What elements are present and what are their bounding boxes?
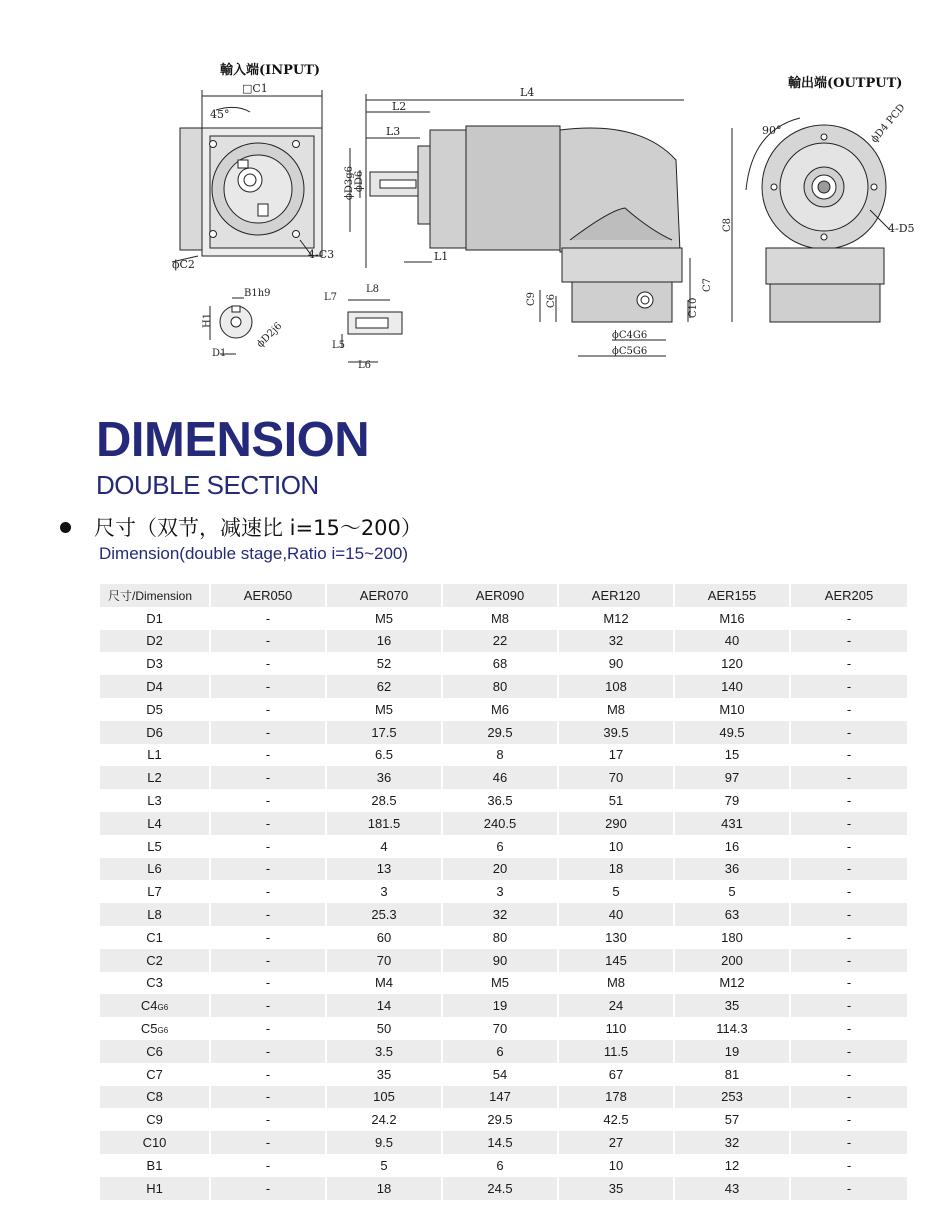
table-cell: 145 [558, 949, 674, 972]
table-cell: - [210, 1154, 326, 1177]
table-row [100, 744, 908, 767]
table-cell: 13 [326, 858, 442, 881]
table-cell: 27 [558, 1131, 674, 1154]
table-cell: 10 [558, 1154, 674, 1177]
table-cell: 5 [326, 1154, 442, 1177]
technical-drawing [0, 0, 940, 400]
table-cell: - [210, 789, 326, 812]
dim-label-l8: L8 [366, 284, 380, 295]
table-cell: - [790, 652, 908, 675]
table-cell: - [790, 1131, 908, 1154]
row-label [100, 630, 210, 653]
table-cell: 20 [442, 858, 558, 881]
table-cell: - [790, 835, 908, 858]
table-cell: 18 [558, 858, 674, 881]
dim-label-c8: C8 [722, 217, 733, 232]
table-row [100, 835, 908, 858]
table-row [100, 1040, 908, 1063]
table-cell: 35 [674, 994, 790, 1017]
table-cell: - [210, 949, 326, 972]
table-cell: - [790, 789, 908, 812]
row-label-text: C8 [146, 1089, 163, 1105]
row-label [100, 1154, 210, 1177]
table-cell: 81 [674, 1063, 790, 1086]
table-cell: 46 [442, 766, 558, 789]
table-cell: 290 [558, 812, 674, 835]
dim-label-l6: L6 [358, 360, 372, 371]
table-cell: 22 [442, 630, 558, 653]
table-cell: M16 [674, 607, 790, 630]
table-cell: 5 [558, 880, 674, 903]
table-cell: 24.5 [442, 1177, 558, 1200]
column-header-aer205: AER205 [790, 584, 908, 607]
table-cell: 32 [674, 1131, 790, 1154]
table-row [100, 1108, 908, 1131]
table-row [100, 675, 908, 698]
table-cell: - [210, 766, 326, 789]
table-cell: 60 [326, 926, 442, 949]
table-row [100, 607, 908, 630]
row-label [100, 994, 210, 1017]
table-cell: 24 [558, 994, 674, 1017]
table-cell: 6.5 [326, 744, 442, 767]
side-view [350, 94, 732, 356]
row-label [100, 1108, 210, 1131]
column-header-aer120: AER120 [558, 584, 674, 607]
table-cell: - [790, 698, 908, 721]
table-cell: M5 [326, 698, 442, 721]
table-cell: 51 [558, 789, 674, 812]
title-main: DIMENSION [96, 413, 370, 467]
table-cell: - [210, 994, 326, 1017]
row-label-text: D4 [146, 679, 163, 695]
title-block [96, 412, 369, 500]
row-label [100, 812, 210, 835]
column-header-aer070: AER070 [326, 584, 442, 607]
row-label-text: D2 [146, 633, 163, 649]
dim-label-c7: C7 [702, 277, 713, 292]
table-cell: 14.5 [442, 1131, 558, 1154]
table-cell: 42.5 [558, 1108, 674, 1131]
table-cell: - [790, 972, 908, 995]
table-cell: - [210, 1177, 326, 1200]
table-cell: - [210, 698, 326, 721]
row-label-text: C1 [146, 929, 163, 945]
row-label [100, 652, 210, 675]
table-cell: 70 [442, 1017, 558, 1040]
row-label [100, 1040, 210, 1063]
table-row [100, 652, 908, 675]
row-label-text: L4 [147, 815, 162, 831]
table-cell: - [210, 1108, 326, 1131]
row-label-text: C7 [146, 1066, 163, 1082]
row-label-text: L1 [147, 747, 162, 763]
dim-label-90: 90° [762, 124, 782, 137]
row-label [100, 835, 210, 858]
table-cell: 35 [558, 1177, 674, 1200]
table-cell: - [210, 1040, 326, 1063]
table-cell: - [210, 1086, 326, 1109]
table-cell: - [210, 903, 326, 926]
table-cell: 5 [674, 880, 790, 903]
row-label-text: C4 [140, 998, 158, 1014]
table-cell: - [790, 903, 908, 926]
row-label [100, 949, 210, 972]
column-header-aer090: AER090 [442, 584, 558, 607]
table-row [100, 1086, 908, 1109]
table-cell: - [210, 926, 326, 949]
table-cell: - [790, 1040, 908, 1063]
row-label [100, 766, 210, 789]
column-header-aer155: AER155 [674, 584, 790, 607]
table-cell: - [210, 630, 326, 653]
table-cell: 32 [558, 630, 674, 653]
table-cell: 240.5 [442, 812, 558, 835]
heading-cn-line [60, 512, 422, 542]
dim-label-h1: H1 [202, 312, 213, 328]
row-label-text: D1 [146, 610, 163, 626]
table-row [100, 949, 908, 972]
row-label-text: C10 [142, 1135, 167, 1151]
row-label [100, 721, 210, 744]
table-cell: 178 [558, 1086, 674, 1109]
input-label: 輸入端(INPUT) [220, 63, 321, 78]
table-cell: 253 [674, 1086, 790, 1109]
table-row [100, 721, 908, 744]
row-label-text: D5 [146, 701, 163, 717]
row-label [100, 858, 210, 881]
row-label-subscript: G6 [157, 1003, 169, 1013]
table-cell: 12 [674, 1154, 790, 1177]
table-cell: 24.2 [326, 1108, 442, 1131]
table-cell: M12 [558, 607, 674, 630]
table-cell: 36 [326, 766, 442, 789]
table-cell: - [210, 1017, 326, 1040]
row-label [100, 607, 210, 630]
table-cell: 114.3 [674, 1017, 790, 1040]
table-cell: 108 [558, 675, 674, 698]
table-row [100, 1177, 908, 1200]
dim-label-l3: L3 [386, 125, 401, 138]
dim-label-l5: L5 [332, 340, 346, 351]
table-cell: - [790, 744, 908, 767]
table-cell: - [210, 880, 326, 903]
dim-label-d1: D1 [212, 348, 227, 359]
table-cell: - [210, 972, 326, 995]
table-cell: 39.5 [558, 721, 674, 744]
table-row [100, 903, 908, 926]
row-label-text: L7 [147, 884, 162, 900]
column-header-aer050: AER050 [210, 584, 326, 607]
table-row [100, 1131, 908, 1154]
table-cell: 43 [674, 1177, 790, 1200]
dim-label-d2: ϕD2j6 [254, 320, 285, 351]
row-label-text: C9 [146, 1112, 163, 1128]
table-cell: - [210, 744, 326, 767]
table-cell: - [790, 1017, 908, 1040]
dim-label-c4: ϕC4G6 [612, 330, 648, 341]
table-cell: 8 [442, 744, 558, 767]
table-cell: 16 [326, 630, 442, 653]
table-cell: 80 [442, 926, 558, 949]
row-label-text: D3 [146, 656, 163, 672]
table-cell: 57 [674, 1108, 790, 1131]
table-cell: - [790, 880, 908, 903]
dim-label-c5: ϕC5G6 [612, 346, 648, 357]
dim-label-c6: C6 [546, 293, 557, 308]
table-cell: 29.5 [442, 1108, 558, 1131]
table-cell: 3 [326, 880, 442, 903]
row-label-text: L8 [147, 907, 162, 923]
output-label: 輸出端(OUTPUT) [788, 76, 903, 91]
table-cell: 79 [674, 789, 790, 812]
table-cell: 36.5 [442, 789, 558, 812]
table-row [100, 812, 908, 835]
row-label-text: B1 [146, 1157, 163, 1173]
dim-label-c3: 4-C3 [308, 248, 335, 261]
table-cell: M8 [558, 698, 674, 721]
table-cell: 105 [326, 1086, 442, 1109]
dim-label-c1: □C1 [242, 82, 268, 95]
table-row [100, 789, 908, 812]
row-label [100, 1086, 210, 1109]
table-cell: 32 [442, 903, 558, 926]
table-cell: 97 [674, 766, 790, 789]
dim-label-d3: ϕD3g6 [344, 166, 355, 200]
table-cell: - [790, 607, 908, 630]
table-cell: - [210, 1063, 326, 1086]
table-cell: - [210, 812, 326, 835]
dim-label-l4: L4 [520, 86, 535, 99]
row-label-text: C3 [146, 975, 163, 991]
row-label [100, 880, 210, 903]
table-cell: - [790, 721, 908, 744]
table-row [100, 994, 908, 1017]
table-cell: 3 [442, 880, 558, 903]
table-cell: 147 [442, 1086, 558, 1109]
table-header-row [100, 584, 908, 607]
table-cell: 10 [558, 835, 674, 858]
table-cell: 67 [558, 1063, 674, 1086]
table-cell: 15 [674, 744, 790, 767]
table-cell: 6 [442, 835, 558, 858]
table-row [100, 698, 908, 721]
table-row [100, 630, 908, 653]
heading-cn: 尺寸（双节，减速比 i=15～200） [94, 516, 422, 540]
row-label [100, 1131, 210, 1154]
table-cell: 130 [558, 926, 674, 949]
table-row [100, 1063, 908, 1086]
table-cell: - [210, 721, 326, 744]
table-cell: - [790, 994, 908, 1017]
table-cell: 40 [558, 903, 674, 926]
column-header-dimension: 尺寸/Dimension [100, 584, 210, 607]
dim-label-d4: ϕD4 PCD [869, 102, 908, 146]
table-cell: - [790, 1086, 908, 1109]
table-cell: - [790, 1154, 908, 1177]
table-row [100, 766, 908, 789]
table-cell: - [210, 652, 326, 675]
row-label [100, 1177, 210, 1200]
table-cell: 50 [326, 1017, 442, 1040]
table-cell: 52 [326, 652, 442, 675]
row-label [100, 972, 210, 995]
table-cell: M10 [674, 698, 790, 721]
row-label-text: H1 [146, 1180, 163, 1196]
table-cell: 16 [674, 835, 790, 858]
dimension-table [100, 584, 909, 1200]
table-cell: - [790, 1108, 908, 1131]
table-cell: 63 [674, 903, 790, 926]
table-cell: 120 [674, 652, 790, 675]
dim-label-d6: ϕD6 [354, 170, 365, 192]
table-cell: 36 [674, 858, 790, 881]
input-flange-view [172, 90, 322, 262]
table-cell: - [790, 926, 908, 949]
dim-label-b1: B1h9 [244, 288, 271, 299]
table-cell: 40 [674, 630, 790, 653]
table-cell: M5 [326, 607, 442, 630]
table-cell: 19 [442, 994, 558, 1017]
table-row [100, 858, 908, 881]
table-cell: 62 [326, 675, 442, 698]
table-cell: - [210, 858, 326, 881]
table-cell: 431 [674, 812, 790, 835]
row-label-text: L2 [147, 770, 162, 786]
table-cell: 18 [326, 1177, 442, 1200]
row-label-subscript: G6 [157, 1026, 169, 1036]
drawing-svg [0, 0, 940, 400]
row-label-text: L5 [147, 838, 162, 854]
table-cell: 6 [442, 1154, 558, 1177]
table-cell: 14 [326, 994, 442, 1017]
table-cell: 17.5 [326, 721, 442, 744]
table-cell: 181.5 [326, 812, 442, 835]
table-cell: - [790, 675, 908, 698]
table-cell: 54 [442, 1063, 558, 1086]
table-cell: - [210, 1131, 326, 1154]
table-row [100, 926, 908, 949]
row-label-text: C5 [140, 1021, 158, 1037]
row-label [100, 903, 210, 926]
table-cell: 68 [442, 652, 558, 675]
table-cell: 11.5 [558, 1040, 674, 1063]
table-cell: 4 [326, 835, 442, 858]
table-cell: M8 [442, 607, 558, 630]
table-cell: 200 [674, 949, 790, 972]
table-cell: 70 [326, 949, 442, 972]
table-cell: 17 [558, 744, 674, 767]
table-cell: M5 [442, 972, 558, 995]
table-cell: - [790, 949, 908, 972]
table-cell: 80 [442, 675, 558, 698]
table-cell: - [790, 766, 908, 789]
table-cell: - [790, 630, 908, 653]
row-label [100, 926, 210, 949]
table-cell: 6 [442, 1040, 558, 1063]
dim-label-d5: 4-D5 [888, 222, 915, 235]
table-row [100, 1017, 908, 1040]
table-cell: 9.5 [326, 1131, 442, 1154]
table-cell: 70 [558, 766, 674, 789]
row-label-text: C2 [146, 952, 163, 968]
table-cell: 90 [442, 949, 558, 972]
table-cell: 35 [326, 1063, 442, 1086]
dim-label-c2: ϕC2 [172, 258, 195, 271]
table-cell: - [210, 835, 326, 858]
heading-en: Dimension(double stage,Ratio i=15~200) [99, 544, 409, 563]
table-cell: 3.5 [326, 1040, 442, 1063]
table-cell: - [790, 858, 908, 881]
table-row [100, 972, 908, 995]
row-label [100, 1063, 210, 1086]
table-body [100, 607, 908, 1200]
table-cell: 29.5 [442, 721, 558, 744]
table-cell: 25.3 [326, 903, 442, 926]
table-cell: 90 [558, 652, 674, 675]
dim-label-45: 45° [210, 108, 230, 121]
dim-label-l2: L2 [392, 100, 407, 113]
table-cell: - [210, 607, 326, 630]
table-cell: 180 [674, 926, 790, 949]
table-cell: M6 [442, 698, 558, 721]
table-cell: 140 [674, 675, 790, 698]
table-cell: M8 [558, 972, 674, 995]
table-cell: 49.5 [674, 721, 790, 744]
table-cell: - [790, 1063, 908, 1086]
row-label-text: L6 [147, 861, 162, 877]
row-label-text: C6 [146, 1043, 163, 1059]
table-row [100, 1154, 908, 1177]
row-label [100, 789, 210, 812]
dim-label-c10: C10 [688, 297, 699, 318]
dim-label-l1: L1 [434, 250, 449, 263]
table-cell: 28.5 [326, 789, 442, 812]
row-label-text: L3 [147, 793, 162, 809]
table-cell: 19 [674, 1040, 790, 1063]
table-cell: - [210, 675, 326, 698]
key-detail-views [210, 298, 402, 362]
table-cell: M4 [326, 972, 442, 995]
bullet-dot [60, 522, 71, 533]
table-cell: 110 [558, 1017, 674, 1040]
row-label [100, 744, 210, 767]
row-label [100, 1017, 210, 1040]
dim-label-c9: C9 [526, 291, 537, 306]
dim-label-l7: L7 [324, 292, 338, 303]
row-label [100, 675, 210, 698]
table-cell: - [790, 812, 908, 835]
row-label-text: D6 [146, 724, 163, 740]
title-sub: DOUBLE SECTION [96, 470, 319, 500]
table-cell: - [790, 1177, 908, 1200]
output-flange-view [746, 118, 890, 322]
table-row [100, 880, 908, 903]
row-label [100, 698, 210, 721]
table-cell: M12 [674, 972, 790, 995]
